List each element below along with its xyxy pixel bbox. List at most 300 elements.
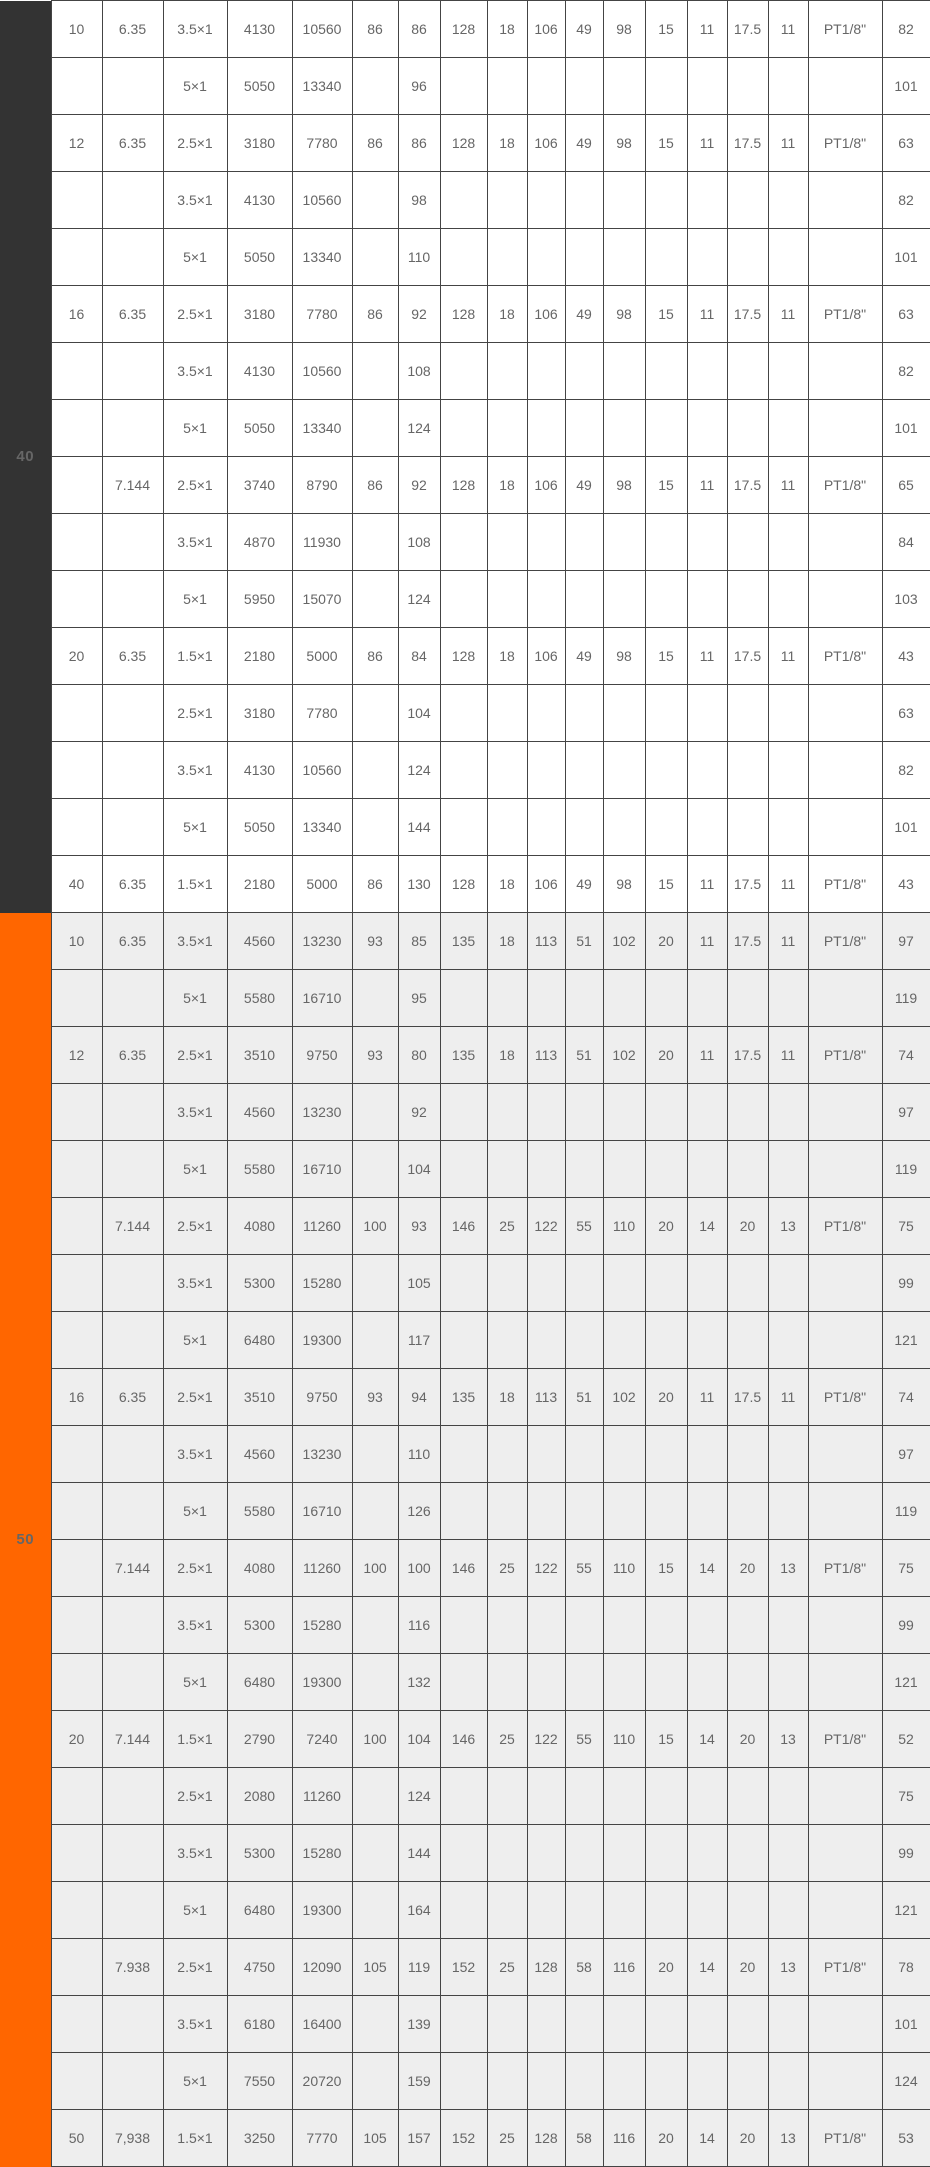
table-cell (727, 1996, 768, 2053)
table-cell (687, 1768, 727, 1825)
table-cell (808, 970, 882, 1027)
table-cell (102, 58, 163, 115)
table-cell: 121 (882, 1882, 930, 1939)
table-cell: 119 (882, 1141, 930, 1198)
table-cell: 55 (565, 1198, 603, 1255)
table-cell: 11260 (292, 1540, 352, 1597)
table-cell: 116 (398, 1597, 440, 1654)
section-label: 40 (16, 447, 35, 465)
table-cell: 13 (768, 1540, 808, 1597)
table-cell: 86 (352, 856, 398, 913)
table-cell (603, 172, 645, 229)
table-cell: 7.144 (102, 1711, 163, 1768)
table-cell: 92 (398, 457, 440, 514)
table-row (0, 343, 930, 400)
table-cell: 11 (768, 1027, 808, 1084)
table-cell: 53 (882, 2110, 930, 2167)
table-cell (727, 1426, 768, 1483)
table-cell: 98 (603, 856, 645, 913)
table-cell: PT1/8" (808, 1369, 882, 1426)
table-cell (352, 58, 398, 115)
table-cell: 25 (487, 1939, 527, 1996)
table-cell: PT1/8" (808, 856, 882, 913)
table-cell (51, 1597, 102, 1654)
table-cell: 105 (398, 1255, 440, 1312)
table-cell (727, 1255, 768, 1312)
table-cell: 20 (645, 913, 687, 970)
table-cell: 93 (352, 913, 398, 970)
table-cell: 2.5×1 (163, 1939, 227, 1996)
table-cell (645, 400, 687, 457)
table-cell (645, 1825, 687, 1882)
table-cell: 11 (768, 457, 808, 514)
table-row (0, 1198, 930, 1255)
table-cell (808, 799, 882, 856)
table-cell (645, 514, 687, 571)
table-cell: 106 (527, 115, 565, 172)
table-cell (527, 172, 565, 229)
table-cell: 15280 (292, 1825, 352, 1882)
table-row (0, 1939, 930, 1996)
table-cell (768, 1654, 808, 1711)
table-cell (768, 1312, 808, 1369)
table-cell (352, 1084, 398, 1141)
table-cell (687, 799, 727, 856)
table-cell (808, 58, 882, 115)
table-cell: 106 (527, 457, 565, 514)
table-cell (487, 229, 527, 286)
table-cell: 25 (487, 1540, 527, 1597)
table-cell (352, 571, 398, 628)
section-bar-40 (0, 1, 51, 913)
table-cell: 128 (440, 286, 487, 343)
table-cell (687, 229, 727, 286)
table-cell: 17.5 (727, 1027, 768, 1084)
table-cell: 6.35 (102, 1, 163, 58)
table-cell: 5×1 (163, 1312, 227, 1369)
table-cell (603, 1882, 645, 1939)
table-row (0, 1996, 930, 2053)
table-cell: 117 (398, 1312, 440, 1369)
table-cell: 93 (398, 1198, 440, 1255)
table-cell: 11 (687, 1369, 727, 1426)
table-cell: 128 (527, 2110, 565, 2167)
table-cell: 97 (882, 1426, 930, 1483)
table-row (0, 913, 930, 970)
table-cell: 4560 (227, 1084, 292, 1141)
table-cell (440, 1768, 487, 1825)
table-cell: 135 (440, 1369, 487, 1426)
table-cell: PT1/8" (808, 1198, 882, 1255)
table-cell: 146 (440, 1198, 487, 1255)
table-row (0, 115, 930, 172)
table-cell: 11 (687, 1, 727, 58)
table-cell: 104 (398, 1711, 440, 1768)
table-cell: 102 (603, 1027, 645, 1084)
table-cell: 20 (645, 1939, 687, 1996)
table-cell: 16710 (292, 1483, 352, 1540)
table-cell: 7.938 (102, 1939, 163, 1996)
table-row (0, 172, 930, 229)
table-cell: 20 (727, 1198, 768, 1255)
table-cell (440, 1825, 487, 1882)
table-cell: 119 (882, 970, 930, 1027)
table-cell (727, 742, 768, 799)
table-cell: 11 (768, 1, 808, 58)
table-cell: 132 (398, 1654, 440, 1711)
table-cell: 146 (440, 1540, 487, 1597)
table-cell (527, 229, 565, 286)
table-cell: 86 (352, 457, 398, 514)
table-cell (645, 1597, 687, 1654)
table-cell (603, 1426, 645, 1483)
table-cell: 2.5×1 (163, 1027, 227, 1084)
table-cell (487, 2053, 527, 2110)
table-cell: 25 (487, 1711, 527, 1768)
table-cell: 4560 (227, 913, 292, 970)
table-cell (102, 1084, 163, 1141)
table-cell: 74 (882, 1369, 930, 1426)
table-row (0, 1084, 930, 1141)
table-cell: 3510 (227, 1369, 292, 1426)
table-cell (645, 1255, 687, 1312)
table-cell: PT1/8" (808, 1540, 882, 1597)
table-row (0, 229, 930, 286)
table-cell: 18 (487, 286, 527, 343)
table-cell: 12 (51, 1027, 102, 1084)
table-cell: 106 (527, 856, 565, 913)
table-cell: 86 (352, 286, 398, 343)
table-cell (102, 1768, 163, 1825)
table-cell (768, 229, 808, 286)
table-cell (768, 172, 808, 229)
table-cell: 3740 (227, 457, 292, 514)
table-cell (808, 343, 882, 400)
table-cell (102, 1825, 163, 1882)
table-cell: 19300 (292, 1654, 352, 1711)
table-cell (603, 970, 645, 1027)
table-cell: 2.5×1 (163, 1768, 227, 1825)
table-cell: 49 (565, 457, 603, 514)
table-cell: 105 (352, 2110, 398, 2167)
table-row (0, 2053, 930, 2110)
table-row (0, 1141, 930, 1198)
table-cell: 17.5 (727, 1, 768, 58)
table-cell (487, 1825, 527, 1882)
table-cell (565, 514, 603, 571)
table-cell (727, 1483, 768, 1540)
table-cell: PT1/8" (808, 115, 882, 172)
table-cell (603, 799, 645, 856)
table-row (0, 856, 930, 913)
table-cell (440, 970, 487, 1027)
table-cell (51, 1768, 102, 1825)
table-row (0, 742, 930, 799)
table-cell (51, 2053, 102, 2110)
table-cell (527, 1426, 565, 1483)
table-cell (727, 2053, 768, 2110)
table-cell: 99 (882, 1255, 930, 1312)
table-row (0, 685, 930, 742)
table-cell: 4870 (227, 514, 292, 571)
table-cell (51, 1939, 102, 1996)
table-cell (51, 1996, 102, 2053)
table-cell (352, 1597, 398, 1654)
table-cell (102, 799, 163, 856)
table-cell: PT1/8" (808, 2110, 882, 2167)
table-cell (768, 1882, 808, 1939)
table-cell (768, 343, 808, 400)
table-cell: 18 (487, 856, 527, 913)
table-cell (768, 970, 808, 1027)
table-cell: 8790 (292, 457, 352, 514)
table-cell (645, 1882, 687, 1939)
table-cell (645, 742, 687, 799)
table-cell: PT1/8" (808, 1027, 882, 1084)
table-cell (727, 799, 768, 856)
table-cell: 116 (603, 1939, 645, 1996)
table-cell: 122 (527, 1711, 565, 1768)
table-cell: 1.5×1 (163, 2110, 227, 2167)
table-cell: 98 (603, 628, 645, 685)
table-cell (565, 400, 603, 457)
table-cell (727, 172, 768, 229)
table-cell (768, 58, 808, 115)
table-cell: 4080 (227, 1540, 292, 1597)
table-cell: 13340 (292, 400, 352, 457)
table-cell (808, 2053, 882, 2110)
table-cell: 126 (398, 1483, 440, 1540)
table-cell: 3.5×1 (163, 1255, 227, 1312)
table-cell (440, 58, 487, 115)
table-cell (687, 1255, 727, 1312)
table-cell: 1.5×1 (163, 628, 227, 685)
table-cell: 17.5 (727, 1369, 768, 1426)
table-cell: 20 (645, 2110, 687, 2167)
table-cell: 20 (51, 628, 102, 685)
table-cell: 128 (527, 1939, 565, 1996)
table-cell: 6.35 (102, 286, 163, 343)
table-cell (487, 1312, 527, 1369)
table-cell: 55 (565, 1540, 603, 1597)
table-cell: 18 (487, 1027, 527, 1084)
table-cell (102, 514, 163, 571)
table-cell (527, 1654, 565, 1711)
table-cell: 11 (687, 286, 727, 343)
table-cell: 2790 (227, 1711, 292, 1768)
table-cell: 74 (882, 1027, 930, 1084)
table-cell (527, 1312, 565, 1369)
table-cell: 58 (565, 1939, 603, 1996)
table-cell: 5580 (227, 1483, 292, 1540)
table-cell: 4130 (227, 172, 292, 229)
table-cell (51, 58, 102, 115)
table-cell (102, 685, 163, 742)
table-cell: PT1/8" (808, 913, 882, 970)
table-cell: 63 (882, 685, 930, 742)
table-cell (808, 1084, 882, 1141)
table-cell (51, 343, 102, 400)
table-cell: 124 (398, 1768, 440, 1825)
table-cell: 82 (882, 343, 930, 400)
table-cell (808, 1426, 882, 1483)
table-cell (51, 685, 102, 742)
table-cell: 11 (768, 856, 808, 913)
table-cell: 86 (398, 115, 440, 172)
table-cell: 152 (440, 1939, 487, 1996)
table-cell: 25 (487, 2110, 527, 2167)
table-cell (565, 742, 603, 799)
table-cell (527, 1825, 565, 1882)
table-cell: 15 (645, 628, 687, 685)
table-cell (727, 400, 768, 457)
table-cell (768, 1825, 808, 1882)
table-cell (102, 229, 163, 286)
table-cell: 5×1 (163, 571, 227, 628)
table-cell: PT1/8" (808, 1939, 882, 1996)
table-cell: 17.5 (727, 457, 768, 514)
table-cell (727, 571, 768, 628)
table-row (0, 1711, 930, 1768)
table-cell (352, 1882, 398, 1939)
table-cell: 3510 (227, 1027, 292, 1084)
table-cell (603, 1825, 645, 1882)
table-cell: 1.5×1 (163, 856, 227, 913)
table-cell (808, 742, 882, 799)
table-cell (352, 1768, 398, 1825)
table-cell (603, 742, 645, 799)
table-cell: 20 (727, 1939, 768, 1996)
table-cell (565, 1426, 603, 1483)
table-cell (603, 1141, 645, 1198)
table-cell (352, 1255, 398, 1312)
table-cell: 5050 (227, 58, 292, 115)
table-cell (727, 970, 768, 1027)
table-cell: 98 (603, 286, 645, 343)
table-cell (565, 229, 603, 286)
table-cell (352, 1483, 398, 1540)
table-cell: 14 (687, 1711, 727, 1768)
table-cell: 110 (603, 1711, 645, 1768)
table-cell (687, 571, 727, 628)
table-cell (603, 2053, 645, 2110)
table-cell: 11 (687, 115, 727, 172)
table-cell: 17.5 (727, 628, 768, 685)
table-cell: 100 (352, 1540, 398, 1597)
table-cell: 86 (352, 115, 398, 172)
table-cell: 5580 (227, 970, 292, 1027)
table-cell: 86 (352, 1, 398, 58)
table-cell (51, 1882, 102, 1939)
table-cell (727, 1084, 768, 1141)
table-cell: 15 (645, 1, 687, 58)
table-cell: 5050 (227, 229, 292, 286)
table-cell: 7780 (292, 685, 352, 742)
table-cell: 9750 (292, 1369, 352, 1426)
table-cell (687, 742, 727, 799)
table-cell (645, 685, 687, 742)
table-cell: 104 (398, 685, 440, 742)
table-row (0, 799, 930, 856)
table-cell (603, 229, 645, 286)
table-cell: 7.144 (102, 1198, 163, 1255)
table-cell: 124 (882, 2053, 930, 2110)
table-cell (687, 1483, 727, 1540)
table-cell (487, 172, 527, 229)
table-row (0, 1369, 930, 1426)
table-cell (51, 1255, 102, 1312)
table-cell: 25 (487, 1198, 527, 1255)
table-cell: 3.5×1 (163, 1, 227, 58)
table-cell (768, 1426, 808, 1483)
table-cell (102, 1141, 163, 1198)
table-cell: 12 (51, 115, 102, 172)
table-cell: 122 (527, 1198, 565, 1255)
table-cell (645, 229, 687, 286)
table-cell (808, 1483, 882, 1540)
table-cell: 5×1 (163, 58, 227, 115)
table-cell: 146 (440, 1711, 487, 1768)
table-cell (687, 1312, 727, 1369)
table-cell: 3180 (227, 286, 292, 343)
table-cell (527, 58, 565, 115)
table-cell: 20 (645, 1027, 687, 1084)
section-bar-50 (0, 913, 51, 2167)
table-cell: 82 (882, 1, 930, 58)
table-cell: 101 (882, 1996, 930, 2053)
table-cell (51, 1654, 102, 1711)
table-cell: 78 (882, 1939, 930, 1996)
table-cell (102, 1882, 163, 1939)
table-cell (487, 1768, 527, 1825)
table-cell (352, 1996, 398, 2053)
table-cell: 11260 (292, 1768, 352, 1825)
table-cell: 106 (527, 628, 565, 685)
table-cell (440, 1483, 487, 1540)
table-cell: 116 (603, 2110, 645, 2167)
table-cell: 2.5×1 (163, 1198, 227, 1255)
table-cell: 4080 (227, 1198, 292, 1255)
table-cell: 95 (398, 970, 440, 1027)
table-cell (352, 229, 398, 286)
table-cell: 100 (352, 1711, 398, 1768)
table-cell (527, 970, 565, 1027)
table-cell: 3.5×1 (163, 1825, 227, 1882)
table-row (0, 571, 930, 628)
table-cell: 5×1 (163, 1882, 227, 1939)
table-cell (808, 172, 882, 229)
table-cell: 2.5×1 (163, 1369, 227, 1426)
table-cell (645, 1483, 687, 1540)
table-cell: 164 (398, 1882, 440, 1939)
table-cell (645, 1654, 687, 1711)
table-cell (768, 1141, 808, 1198)
table-cell (565, 2053, 603, 2110)
table-cell: 6.35 (102, 913, 163, 970)
table-cell: 11 (687, 457, 727, 514)
table-row (0, 970, 930, 1027)
table-cell: 85 (398, 913, 440, 970)
table-cell (440, 1141, 487, 1198)
table-cell: 65 (882, 457, 930, 514)
table-row (0, 1597, 930, 1654)
table-cell: 18 (487, 457, 527, 514)
table-cell (768, 1597, 808, 1654)
table-cell (51, 1198, 102, 1255)
table-cell (603, 400, 645, 457)
table-cell (487, 1654, 527, 1711)
table-row (0, 1426, 930, 1483)
